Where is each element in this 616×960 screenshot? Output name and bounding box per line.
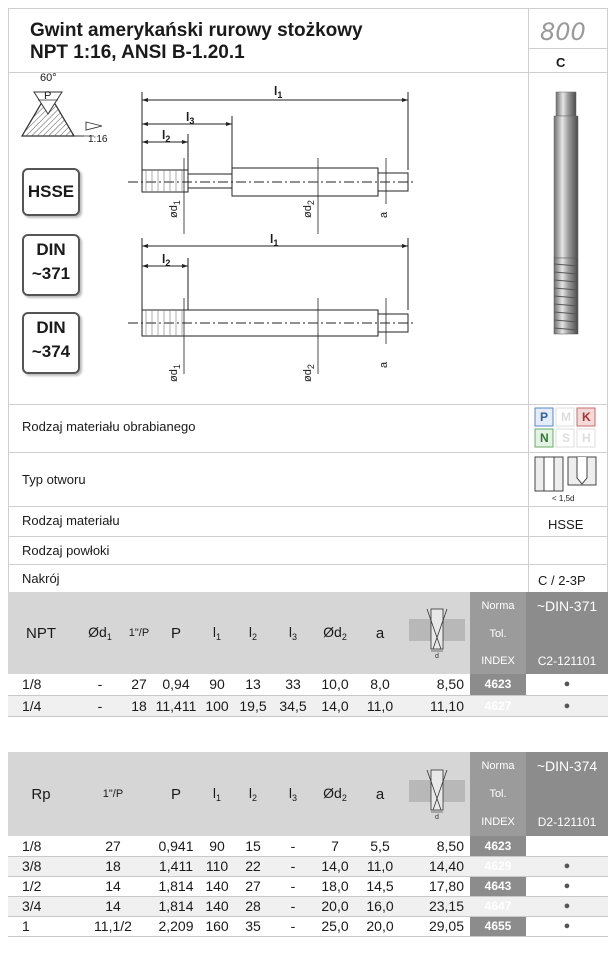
hdr-l3: $l_3$: [272, 752, 314, 836]
hdr-tol: Tol.: [470, 780, 526, 808]
dim-a-lower: a: [378, 361, 390, 368]
hdr-tol-value: [526, 620, 608, 648]
hdr-npt: NPT: [8, 592, 74, 674]
title-line-2: NPT 1:16, ANSI B-1.20.1: [30, 42, 245, 63]
din374-line1: DIN: [36, 318, 66, 337]
cell-drill: 11,10: [404, 695, 470, 716]
group-m: M: [561, 410, 571, 424]
cell-a: 5,5: [356, 836, 404, 856]
cell-a: 20,0: [356, 916, 404, 936]
hdr-index: INDEX: [470, 808, 526, 836]
cell-drill: 8,50: [404, 674, 470, 695]
hdr-tol: Tol.: [470, 620, 526, 648]
cell-availability: ●: [526, 674, 608, 695]
dim-l2-upper: $l_2$: [162, 128, 171, 144]
cell-tpi: 11,1/2: [74, 916, 152, 936]
cell-tpi: 14: [74, 876, 152, 896]
cell-code: 4655: [470, 916, 526, 936]
cell-d2: 25,0: [314, 916, 356, 936]
cell-l1: 140: [200, 896, 234, 916]
hdr-l1: $l_1$: [200, 752, 234, 836]
dim-l1-upper: $l_1$: [274, 84, 283, 100]
cell-a: 16,0: [356, 896, 404, 916]
cell-l3: -: [272, 896, 314, 916]
table-row: [8, 896, 608, 916]
dim-l2-lower: $l_2$: [162, 252, 171, 268]
hdr-tpi: 1"/P: [126, 592, 152, 674]
group-h: H: [582, 431, 591, 445]
cell-p: 2,209: [152, 916, 200, 936]
hdr-index: INDEX: [470, 648, 526, 674]
taper-label: 1:16: [88, 134, 108, 145]
cell-tpi: 27: [74, 836, 152, 856]
hdr-a: a: [356, 752, 404, 836]
cell-l2: 27: [234, 876, 272, 896]
cell-l1: 100: [200, 695, 234, 716]
cell-l2: 28: [234, 896, 272, 916]
cell-p: 11,411: [152, 695, 200, 716]
cell-availability: ●: [526, 916, 608, 936]
cell-size: 1/8: [8, 674, 74, 695]
group-n: N: [540, 431, 549, 445]
cell-l1: 160: [200, 916, 234, 936]
cell-code: 4623: [470, 836, 526, 856]
hole-type-icon: [534, 456, 598, 494]
angle-label: 60°: [40, 72, 57, 84]
hole-note: < 1,5d: [552, 494, 575, 503]
cell-d2: 18,0: [314, 876, 356, 896]
drill-hole-icon: [407, 766, 467, 820]
hdr-a: a: [356, 592, 404, 674]
cell-d2: 10,0: [314, 674, 356, 695]
drill-hole-icon: [407, 605, 467, 659]
cell-availability: ●: [526, 856, 608, 876]
table-row: [8, 695, 608, 716]
cell-p: 1,411: [152, 856, 200, 876]
cell-p: 0,94: [152, 674, 200, 695]
cell-tpi: 18: [126, 695, 152, 716]
cell-l2: 19,5: [234, 695, 272, 716]
group-k: K: [582, 410, 591, 424]
hdr-norma: Norma: [470, 752, 526, 780]
chamfer-value: C / 2-3P: [538, 573, 586, 588]
cell-availability: ●: [526, 695, 608, 716]
group-s: S: [562, 431, 571, 445]
cell-l1: 90: [200, 836, 234, 856]
cell-tpi: 18: [74, 856, 152, 876]
hdr-l1: $l_1$: [200, 592, 234, 674]
dim-l1-lower: $l_1$: [270, 232, 279, 248]
din371-line1: DIN: [36, 240, 66, 259]
cell-drill: 17,80: [404, 876, 470, 896]
cell-a: 11,0: [356, 856, 404, 876]
cell-p: 1,814: [152, 896, 200, 916]
cell-l2: 35: [234, 916, 272, 936]
cell-drill: 14,40: [404, 856, 470, 876]
din374-line2: ~374: [31, 342, 71, 361]
cell-l3: -: [272, 836, 314, 856]
hdr-d2: $Ød_2$: [314, 752, 356, 836]
cell-p: 1,814: [152, 876, 200, 896]
cell-d2: 7: [314, 836, 356, 856]
cell-code: 4629: [470, 856, 526, 876]
thread-profile-diagram: [14, 74, 124, 146]
dim-d1-lower: $ød_1$: [168, 364, 182, 382]
cell-availability: ●: [526, 896, 608, 916]
cell-code: 4647: [470, 896, 526, 916]
npt-table: [8, 592, 608, 717]
hdr-index-value: D2-121101: [526, 808, 608, 836]
hdr-norma-value: ~DIN-371: [526, 592, 608, 620]
svg-text:d: d: [435, 652, 439, 659]
hdr-drill-icon: [404, 592, 470, 674]
material-type-label: Rodzaj materiału: [22, 513, 120, 528]
cell-l2: 15: [234, 836, 272, 856]
cell-p: 0,941: [152, 836, 200, 856]
table-row: [8, 876, 608, 896]
cell-drill: 8,50: [404, 836, 470, 856]
hdr-l2: $l_2$: [234, 592, 272, 674]
cell-d2: 14,0: [314, 856, 356, 876]
hdr-tol-value: [526, 780, 608, 808]
cell-size: 1: [8, 916, 74, 936]
hdr-rp: Rp: [8, 752, 74, 836]
cell-code: 4627: [470, 695, 526, 716]
din374-box: [22, 312, 80, 374]
cell-tpi: 27: [126, 674, 152, 695]
hdr-l3: $l_3$: [272, 592, 314, 674]
cell-drill: 29,05: [404, 916, 470, 936]
cell-drill: 23,15: [404, 896, 470, 916]
table-row: [8, 916, 608, 936]
cell-l3: 33: [272, 674, 314, 695]
dim-a-upper: a: [378, 211, 390, 218]
dim-d1-upper: $ød_1$: [168, 200, 182, 218]
cell-size: 3/4: [8, 896, 74, 916]
hole-type-label: Typ otworu: [22, 472, 86, 487]
cell-size: 1/8: [8, 836, 74, 856]
dim-d2-lower: $ød_2$: [302, 364, 316, 382]
cell-availability: [526, 836, 608, 856]
cell-d1: -: [74, 674, 126, 695]
product-title: [30, 20, 363, 64]
dim-l3-upper: $l_3$: [186, 110, 195, 126]
hdr-tpi: 1"/P: [74, 752, 152, 836]
column-label: C: [556, 55, 566, 70]
hdr-p: P: [152, 592, 200, 674]
material-type-value: HSSE: [548, 517, 584, 532]
catalog-number: 800: [540, 18, 586, 46]
cell-a: 14,5: [356, 876, 404, 896]
cell-a: 11,0: [356, 695, 404, 716]
hdr-drill-icon: [404, 752, 470, 836]
title-line-1: Gwint amerykański rurowy stożkowy: [30, 20, 363, 41]
cell-code: 4643: [470, 876, 526, 896]
cell-l1: 110: [200, 856, 234, 876]
hsse-box: [22, 168, 80, 216]
table-row: [8, 674, 608, 695]
group-p: P: [540, 410, 549, 424]
cell-d2: 20,0: [314, 896, 356, 916]
cell-l3: -: [272, 876, 314, 896]
cell-a: 8,0: [356, 674, 404, 695]
cell-d1: -: [74, 695, 126, 716]
table-row: [8, 836, 608, 856]
hdr-norma-value: ~DIN-374: [526, 752, 608, 780]
cell-l1: 140: [200, 876, 234, 896]
dim-d2-upper: $ød_2$: [302, 200, 316, 218]
cell-code: 4623: [470, 674, 526, 695]
svg-text:d: d: [435, 813, 439, 820]
workpiece-material-label: Rodzaj materiału obrabianego: [22, 419, 196, 434]
rp-table: [8, 752, 608, 937]
cell-l2: 22: [234, 856, 272, 876]
chamfer-label: Nakrój: [22, 571, 60, 586]
cell-availability: ●: [526, 876, 608, 896]
cell-size: 3/8: [8, 856, 74, 876]
table-row: [8, 856, 608, 876]
pitch-label: P: [44, 90, 52, 102]
cell-l3: 34,5: [272, 695, 314, 716]
cell-size: 1/4: [8, 695, 74, 716]
cell-l3: -: [272, 916, 314, 936]
cell-l3: -: [272, 856, 314, 876]
hdr-p: P: [152, 752, 200, 836]
hdr-d2: $Ød_2$: [314, 592, 356, 674]
hdr-norma: Norma: [470, 592, 526, 620]
cell-l2: 13: [234, 674, 272, 695]
coating-label: Rodzaj powłoki: [22, 543, 110, 558]
cell-size: 1/2: [8, 876, 74, 896]
hdr-l2: $l_2$: [234, 752, 272, 836]
cell-l1: 90: [200, 674, 234, 695]
hdr-index-value: C2-121101: [526, 648, 608, 674]
din371-box: [22, 234, 80, 296]
cell-tpi: 14: [74, 896, 152, 916]
cell-d2: 14,0: [314, 695, 356, 716]
din371-line2: ~371: [31, 264, 71, 283]
hdr-d1: $Ød_1$: [74, 592, 126, 674]
hsse-label: HSSE: [27, 182, 75, 201]
tap-product-image: [532, 78, 602, 338]
